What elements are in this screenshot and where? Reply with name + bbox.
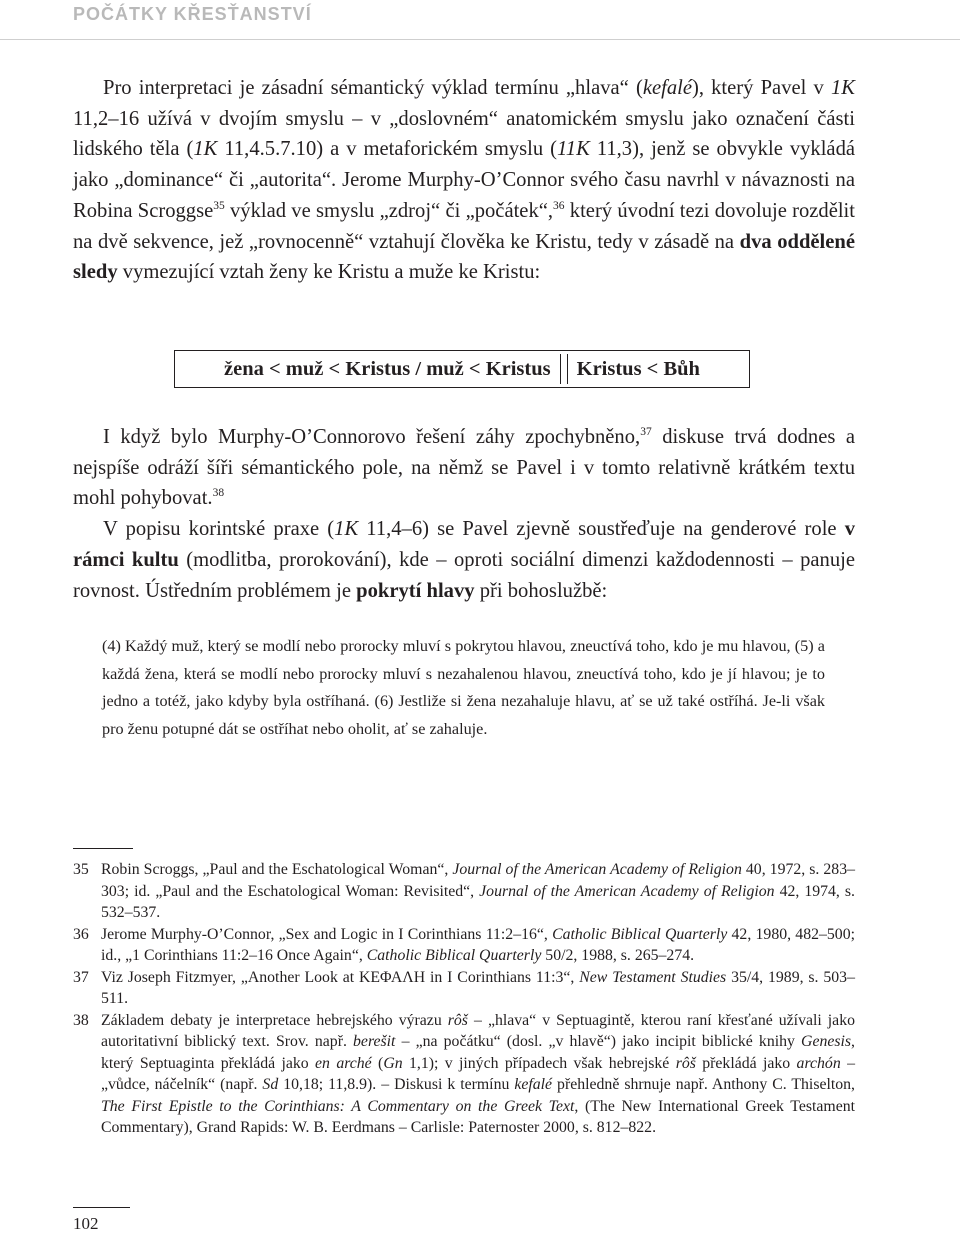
footnotes <box>73 859 855 1139</box>
italic-run: New Testament Studies <box>579 968 727 986</box>
text-run: V popisu korintské praxe ( <box>103 518 335 541</box>
italic-run: 1K <box>830 77 855 99</box>
text-run: Jerome Murphy-O’Connor, „Sex and Logic in I Corinthians 11:2–16“, <box>101 925 553 943</box>
text-run: – „hlava“ v Septuagintě, kterou raní křesťané užívali jako autoritativní biblický text. Srov. např. <box>101 1011 855 1050</box>
footnote-text <box>101 1012 855 1137</box>
paragraph-1 <box>73 73 855 288</box>
italic-run: rôš <box>675 1054 696 1072</box>
italic-run: kefalé <box>642 77 692 99</box>
footnote-text <box>101 926 855 965</box>
header-divider <box>0 39 960 40</box>
paragraph-2 <box>73 422 855 514</box>
text-run: 11,4–6) se Pavel zjevně soustřeďuje na genderové role <box>358 518 845 541</box>
italic-run: The First Epistle to the Corinthians: A Commentary on the Greek Text <box>101 1097 575 1115</box>
paragraph-3 <box>73 514 855 606</box>
italic-run: Genesis <box>801 1033 852 1050</box>
footnote <box>73 924 855 967</box>
text-run: ( <box>371 1054 384 1072</box>
italic-run: berešit <box>353 1033 396 1050</box>
italic-run: Gn <box>383 1054 403 1072</box>
text-run: 10,18; 11,8.9). – Diskusi k termínu <box>278 1076 515 1093</box>
footnote-divider <box>73 848 133 849</box>
bold-run: pokrytí hlavy <box>356 579 475 602</box>
scheme-right: Kristus < Bůh <box>576 357 700 380</box>
italic-run: Sd <box>262 1076 279 1093</box>
italic-run: Catholic Biblical Quarterly <box>366 947 542 964</box>
text-run: Viz Joseph Fitzmyer, „Another Look at ΚΕΦΑΛΗ in I Corinthians 11:3“, <box>101 968 580 986</box>
italic-run: en arché <box>315 1054 372 1072</box>
text-run: překládá jako <box>695 1054 797 1072</box>
text-run: 42, 1980, 482–500; id., „1 Corinthians 11:2–16 Once Again“, <box>101 925 855 964</box>
text-run: který úvodní tezi dovoluje rozdělit na dvě sekvence, jež „rovnocenně“ vztahují člověka ke Kristu, tedy v zásadě na <box>73 199 855 253</box>
footnote-ref: 38 <box>212 487 225 500</box>
footnote <box>73 859 855 924</box>
italic-run: 1K <box>193 138 218 161</box>
footnote <box>73 1010 855 1139</box>
text-run: Základem debaty je interpretace hebrejského výrazu <box>101 1011 448 1029</box>
scheme-box <box>174 350 750 388</box>
page-number: 102 <box>73 1214 99 1233</box>
text-run: I když bylo Murphy-O’Connorovo řešení záhy zpochybněno, <box>103 426 641 448</box>
footnote-number: 35 <box>73 861 89 878</box>
footnote-ref: 36 <box>553 199 565 212</box>
text-run: 40, 1972, s. 283–303; id. „Paul and the Eschatological Woman: Revisited“, <box>101 861 855 900</box>
text-run: , který Septuaginta překládá jako <box>101 1033 855 1072</box>
text-run: 1,1); v jiných případech však hebrejské <box>402 1054 676 1072</box>
text-run: vymezující vztah ženy ke Kristu a muže ke Kristu: <box>117 261 541 284</box>
text-run: 42, 1974, s. 532–537. <box>101 882 855 921</box>
page-number-rule <box>73 1207 130 1208</box>
text-run: 11,2–16 užívá v dvojím smyslu – v „doslovném“ anatomickém smyslu jako označení části lidského těla ( <box>73 107 855 161</box>
text-run: (modlitba, prorokování), kde – oproti sociální dimenzi každodennosti – panuje rovnost. Ústředním problémem je <box>73 548 855 602</box>
text-run: výklad ve smyslu „zdroj“ či „počátek“, <box>224 199 554 222</box>
bold-run: v rámci kultu <box>73 518 855 571</box>
italic-run: 11K <box>557 138 590 161</box>
text-run: ), který Pavel v <box>691 77 831 99</box>
text-run: 11,4.5.7.10) a v metaforickém smyslu ( <box>217 138 558 161</box>
text-run: 50/2, 1988, s. 265–274. <box>541 947 695 964</box>
text-run: diskuse trvá dodnes a nejspíše odráží šíři sémantického pole, na němž se Pavel i v tomto relativně krátkém textu mohl pohybovat. <box>73 426 856 510</box>
footnote-number: 37 <box>73 968 89 986</box>
scheme-double-bar <box>560 354 568 384</box>
footnote <box>73 967 855 1010</box>
text-run: , (The New International Greek Testament Commentary), Grand Rapids: W. B. Eerdmans – Carlisle: Paternoster 2000, s. 812–822. <box>101 1097 855 1136</box>
footnote-number: 36 <box>73 925 89 943</box>
text-run: 11,3), jenž se obvykle vykládá jako „dominance“ či „autorita“. Jerome Murphy-O’Connor svého času navrhl v návaznosti na Robina Scroggse <box>73 138 856 222</box>
text-run: Robin Scroggs, „Paul and the Eschatological Woman“, <box>101 861 453 878</box>
italic-run: Journal of the American Academy of Religion <box>452 861 742 878</box>
text-run: přehledně shrnuje např. Anthony C. Thiselton, <box>552 1076 856 1093</box>
italic-run: archón <box>796 1054 841 1072</box>
scripture-quote: (4) Každý muž, který se modlí nebo prorocky mluví s pokrytou hlavou, zneuctívá toho, kdo je mu hlavou, (5) a každá žena, která se modlí nebo prorocky mluví s nezahalenou hlavou, zneuctívá toho, kdo je jí hlavou; je to jedno a totéž, jako kdyby byla ostříhaná. (6) Jestliže si žena nezahaluje hlavu, ať se už také ostříhá. Je-li však pro ženu potupné dát se ostříhat nebo oholit, ať se zahaluje. <box>102 637 825 738</box>
text-run: Pro interpretaci je zásadní sémantický výklad termínu „hlava“ ( <box>103 77 643 99</box>
footnote-ref: 35 <box>213 199 225 212</box>
italic-run: 1K <box>334 518 359 541</box>
footnote-text <box>101 861 855 921</box>
body-continuation <box>73 422 855 606</box>
text-run: 35/4, 1989, s. 503–511. <box>101 968 855 1007</box>
text-run: – „vůdce, náčelník“ (např. <box>101 1054 855 1093</box>
bold-run: dva oddělené sledy <box>73 230 855 284</box>
text-run: při bohoslužbě: <box>474 579 608 602</box>
footnote-ref: 37 <box>640 426 652 438</box>
italic-run: Catholic Biblical Quarterly <box>552 925 728 943</box>
italic-run: rôš <box>447 1011 468 1029</box>
italic-run: kefalé <box>514 1076 553 1093</box>
footnote-text <box>101 969 855 1008</box>
text-run: – „na počátku“ (dosl. „v hlavě“) jako incipit biblické knihy <box>395 1033 802 1050</box>
scheme-left: žena < muž < Kristus / muž < Kristus <box>224 357 551 380</box>
running-header: POČÁTKY KŘESŤANSTVÍ <box>73 4 312 24</box>
italic-run: Journal of the American Academy of Religion <box>479 882 775 900</box>
footnote-number: 38 <box>73 1011 89 1029</box>
